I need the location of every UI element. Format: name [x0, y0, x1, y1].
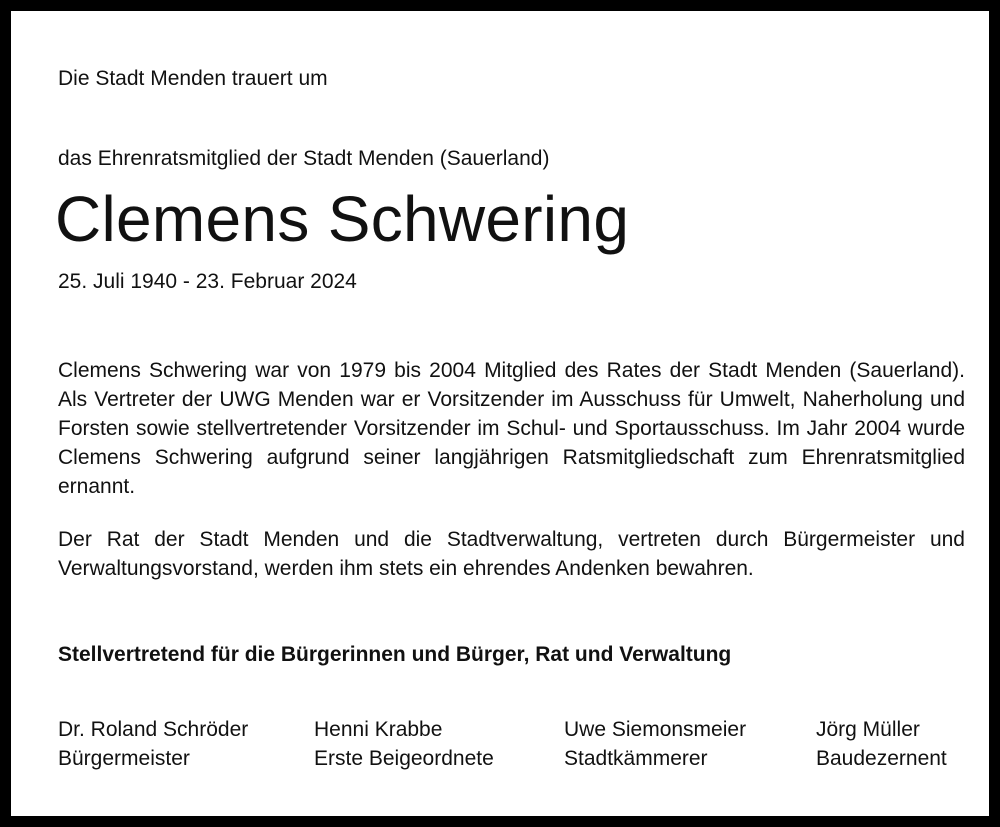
signatory-name: Jörg Müller	[816, 718, 920, 741]
intro-line: Die Stadt Menden trauert um	[58, 67, 328, 90]
signatory	[314, 715, 494, 773]
on-behalf-line: Stellvertretend für die Bürgerinnen und Bürger, Rat und Verwaltung	[58, 643, 732, 666]
deceased-name: Clemens Schwering	[55, 183, 630, 255]
signatory	[816, 715, 947, 773]
signatory	[58, 715, 248, 773]
signatory-role: Erste Beigeordnete	[314, 747, 494, 770]
honorary-title: das Ehrenratsmitglied der Stadt Menden (Sauerland)	[58, 147, 550, 170]
signatory	[564, 715, 746, 773]
signatory-role: Stadtkämmerer	[564, 747, 708, 770]
signatory-name: Uwe Siemonsmeier	[564, 718, 747, 741]
signatory-role: Bürgermeister	[58, 747, 190, 770]
biography-paragraph: Clemens Schwering war von 1979 bis 2004 Mitglied des Rates der Stadt Menden (Sauerland). Als Vertreter der UWG Menden war er Vorsitzender im Ausschuss für Umwelt, Naherholung und Forsten sowie stellvertretender Vorsitzender im Schul- und Sportausschuss. Im Jahr 2004 wurde Clemens Schwering aufgrund seiner langjährigen Ratsmitgliedschaft zum Ehrenratsmitglied ernannt.	[58, 359, 965, 498]
signatory-name: Dr. Roland Schröder	[58, 718, 249, 741]
signatory-role: Baudezernent	[816, 747, 947, 770]
remembrance-paragraph: Der Rat der Stadt Menden und die Stadtverwaltung, vertreten durch Bürgermeister und Verwaltungsvorstand, werden ihm stets ein ehrendes Andenken bewahren.	[58, 528, 965, 580]
life-dates: 25. Juli 1940 - 23. Februar 2024	[58, 270, 357, 293]
signatory-name: Henni Krabbe	[314, 718, 443, 741]
